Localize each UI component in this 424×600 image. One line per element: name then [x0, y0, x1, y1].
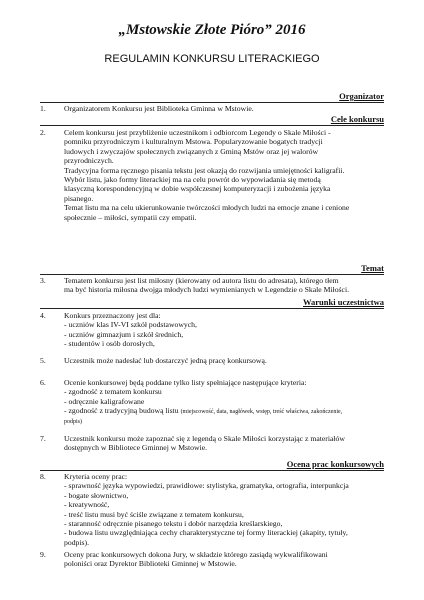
item-text: - zgodność z tematem konkursu	[64, 387, 162, 397]
section-heading-temat: Temat	[40, 264, 384, 275]
item-text: - zgodność z tradycyjną budową listu	[64, 406, 179, 416]
item-text: Temat listu ma na celu ukierunkowanie twórczości młodych ludzi na emocje znane i cenione	[64, 203, 350, 213]
item-text: ludowych i zwyczajów społecznych związanych z Gminą Mstów oraz jej walorów	[64, 146, 319, 156]
item-text: Tradycyjna forma ręcznego pisania tekstu jest okazją do rozwijania umiejętności kaligrafii.	[64, 165, 345, 175]
item-text: - uczniów gimnazjum i szkół średnich,	[64, 329, 184, 339]
item-text: Celem konkursu jest przybliżenie uczestnikom i odbiorcom Legendy o Skale Miłości -	[64, 128, 331, 137]
item-text: społecznie – miłości, sympatii czy empatii.	[64, 212, 197, 222]
item-text: Kryteria oceny prac:	[64, 472, 128, 481]
item-text: Konkurs przeznaczony jest dla:	[64, 311, 161, 320]
item-number: 5.	[40, 356, 46, 365]
section-heading-cele: Cele konkursu	[40, 115, 384, 126]
item-text: pomniku przyrodniczym i kulturalnym Mstowa. Popularyzowanie bogatych tradycji	[64, 137, 323, 147]
document-subtitle: REGULAMIN KONKURSU LITERACKIEGO	[104, 53, 320, 65]
item-text: Uczestnik konkursu może zapoznać się z legendą o Skale Miłości korzystając z materiałów	[64, 434, 345, 443]
item-text: - staranność odręcznie pisanego tekstu i dobór narzędzia kreślarskiego,	[64, 519, 283, 529]
item-text: - bogate słownictwo,	[64, 490, 129, 500]
item-text: - treść listu musi być ściśle związane z tematem konkursu,	[64, 509, 244, 519]
item-text-row	[64, 406, 392, 417]
section-heading-ocena: Ocena prac konkursowych	[40, 460, 384, 471]
item-number: 2.	[40, 128, 46, 137]
section-heading-warunki: Warunki uczestnictwa	[40, 298, 384, 309]
item-number: 7.	[40, 434, 46, 443]
item-text: - odręcznie kaligrafowane	[64, 396, 145, 406]
item-number: 9.	[40, 550, 46, 559]
item-text: pisanego.	[64, 193, 94, 203]
section-heading-organizator: Organizator	[40, 92, 384, 103]
item-text: - budowa listu uwzględniająca cechy charakterystyczne tej formy literackiej (akapity, tytuły,	[64, 528, 348, 538]
document-title: „Mstowskie Złote Pióro” 2016	[118, 22, 306, 38]
item-text: klasyczną korespondencyjną w dobie współczesnej komputeryzacji i zubożenia języka	[64, 184, 331, 194]
item-number: 1.	[40, 104, 46, 113]
item-text: Oceny prac konkursowych dokona Jury, w składzie którego zasiądą wykwalifikowani	[64, 550, 328, 559]
item-text: - studentów i osób dorosłych,	[64, 339, 155, 349]
item-text: - kreatywność,	[64, 500, 110, 510]
item-number: 3.	[40, 276, 46, 285]
item-text: dostępnych w Bibliotece Gminnej w Mstowie.	[64, 443, 208, 453]
item-text: podpis).	[64, 537, 89, 547]
item-number: 6.	[40, 378, 46, 387]
item-number: 8.	[40, 472, 46, 481]
item-text: Ocenie konkursowej będą poddane tylko listy spełniające następujące kryteria:	[64, 378, 307, 387]
item-text: poloniści oraz Dyrektor Biblioteki Gminnej w Mstowie.	[64, 559, 237, 569]
item-text: - uczniów klas IV-VI szkół podstawowych,	[64, 320, 197, 330]
item-note: (miejscowość, data, nagłówek, wstęp, treść właściwa, zakończenie,	[180, 409, 343, 416]
item-text: przyrodniczych.	[64, 156, 114, 166]
item-note: podpis)	[64, 418, 82, 425]
item-text: Organizatorem Konkursu jest Biblioteka Gminna w Mstowie.	[64, 104, 254, 113]
item-text: ma być historia miłosna dwojga młodych ludzi wymienianych w Legendzie o Skale Miłości.	[64, 285, 350, 295]
item-text: Uczestnik może nadesłać lub dostarczyć jedną pracę konkursową.	[64, 356, 267, 365]
item-text: Tematem konkursu jest list miłosny (kierowany od autora listu do adresata), którego tłem	[64, 276, 339, 285]
item-number: 4.	[40, 311, 46, 320]
item-text: - sprawność języka wypowiedzi, prawidłowe: stylistyka, gramatyka, ortografia, interpunkcja	[64, 481, 349, 491]
item-text: Wybór listu, jako formy literackiej ma na celu powrót do wypowiadania się metodą	[64, 175, 321, 185]
